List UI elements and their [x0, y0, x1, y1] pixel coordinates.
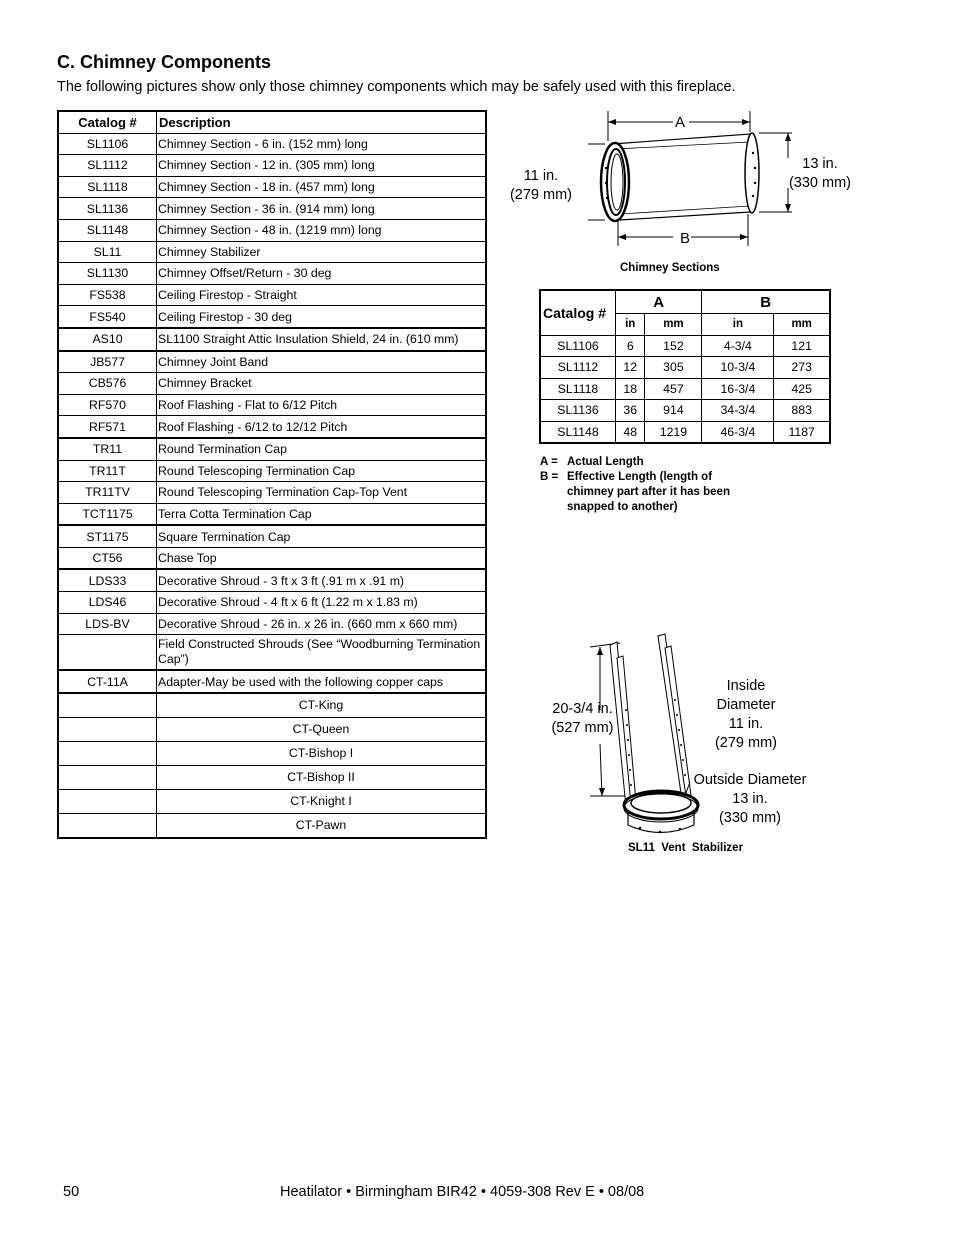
- catalog-cell: [58, 813, 157, 838]
- catalog-cell: [58, 635, 157, 671]
- dim-value-cell: 6: [616, 335, 645, 357]
- right-diameter-mm: (330 mm): [788, 175, 852, 191]
- table-row: [58, 460, 486, 482]
- left-diameter-mm: (279 mm): [509, 187, 573, 203]
- catalog-cell: CT56: [58, 547, 157, 569]
- catalog-cell: TR11: [58, 438, 157, 460]
- copper-cap-cell: CT-Knight I: [157, 789, 487, 813]
- dim-header-b: B: [702, 290, 830, 314]
- dim-value-cell: 12: [616, 357, 645, 379]
- table-row: [58, 635, 486, 671]
- table-row: [58, 133, 486, 155]
- dim-value-cell: 4-3/4: [702, 335, 774, 357]
- table-row: [58, 306, 486, 328]
- catalog-table-header: [58, 111, 486, 133]
- copper-cap-cell: CT-Bishop I: [157, 741, 487, 765]
- catalog-cell: [58, 789, 157, 813]
- table-row: [58, 503, 486, 525]
- dim-value-cell: 273: [774, 357, 830, 379]
- description-cell: Chimney Bracket: [157, 373, 487, 395]
- table-row: [58, 263, 486, 285]
- catalog-cell: [58, 765, 157, 789]
- chimney-sections-caption: Chimney Sections: [620, 262, 720, 274]
- catalog-cell: [58, 717, 157, 741]
- description-cell: Decorative Shroud - 26 in. x 26 in. (660 mm x 660 mm): [157, 613, 487, 635]
- table-row: [540, 335, 830, 357]
- dim-value-cell: 16-3/4: [702, 378, 774, 400]
- table-row: [58, 547, 486, 569]
- table-row: [540, 357, 830, 379]
- copper-cap-cell: CT-Pawn: [157, 813, 487, 838]
- description-cell: Chase Top: [157, 547, 487, 569]
- dim-value-cell: 121: [774, 335, 830, 357]
- dim-catalog-cell: SL1112: [540, 357, 616, 379]
- description-cell: SL1100 Straight Attic Insulation Shield, 24 in. (610 mm): [157, 328, 487, 351]
- catalog-cell: [58, 741, 157, 765]
- dimension-table-body: [540, 335, 830, 443]
- outside-diameter-mm: (330 mm): [718, 810, 782, 826]
- section-title: C. Chimney Components: [57, 52, 272, 72]
- catalog-table-body: [58, 133, 486, 838]
- legend-text-b: Effective Length (length of chimney part after it has been snapped to another): [567, 471, 730, 513]
- table-row: [58, 373, 486, 395]
- header-catalog: Catalog #: [58, 111, 157, 133]
- table-row: [58, 569, 486, 591]
- height-mm: (527 mm): [551, 720, 614, 736]
- copper-cap-row: [58, 789, 486, 813]
- description-cell: Roof Flashing - 6/12 to 12/12 Pitch: [157, 416, 487, 438]
- table-row: [540, 378, 830, 400]
- table-row: [58, 416, 486, 438]
- right-diameter-label: [784, 155, 856, 193]
- catalog-cell: TR11TV: [58, 482, 157, 504]
- table-row: [58, 155, 486, 177]
- catalog-cell: CB576: [58, 373, 157, 395]
- footer-text: Heatilator • Birmingham BIR42 • 4059-308 Rev E • 08/08: [280, 1184, 645, 1200]
- table-row: [58, 328, 486, 351]
- inside-diameter-line1: Inside: [726, 678, 766, 694]
- legend-key-a: A =: [540, 456, 558, 468]
- left-diameter-label: [505, 167, 577, 205]
- description-cell: Chimney Joint Band: [157, 351, 487, 373]
- description-cell: Terra Cotta Termination Cap: [157, 503, 487, 525]
- dimension-table: [539, 289, 831, 444]
- catalog-cell: SL11: [58, 241, 157, 263]
- dim-value-cell: 152: [645, 335, 702, 357]
- description-cell: Decorative Shroud - 3 ft x 3 ft (.91 m x .91 m): [157, 569, 487, 591]
- outside-diameter-line1: Outside Diameter: [693, 772, 807, 788]
- catalog-cell: FS538: [58, 284, 157, 306]
- description-cell: Square Termination Cap: [157, 525, 487, 547]
- table-row: [540, 421, 830, 443]
- outside-diameter-in: 13 in.: [732, 791, 768, 807]
- legend-key-b: B =: [540, 471, 559, 483]
- header-description: Description: [157, 111, 487, 133]
- intro-text: The following pictures show only those chimney components which may be safely used with this fireplace.: [57, 79, 736, 95]
- table-row: [58, 613, 486, 635]
- description-cell: Decorative Shroud - 4 ft x 6 ft (1.22 m x 1.83 m): [157, 592, 487, 614]
- dim-value-cell: 18: [616, 378, 645, 400]
- catalog-cell: LDS33: [58, 569, 157, 591]
- table-row: [58, 241, 486, 263]
- dim-header-catalog: Catalog #: [540, 290, 616, 335]
- dim-unit-a-mm: mm: [645, 314, 702, 336]
- inside-diameter-mm: (279 mm): [714, 735, 778, 751]
- dim-unit-a-in: in: [616, 314, 645, 336]
- description-cell: Round Termination Cap: [157, 438, 487, 460]
- inside-diameter-in: 11 in.: [728, 716, 764, 732]
- catalog-cell: JB577: [58, 351, 157, 373]
- catalog-cell: AS10: [58, 328, 157, 351]
- inside-diameter-line2: Diameter: [716, 697, 776, 713]
- catalog-cell: ST1175: [58, 525, 157, 547]
- copper-cap-cell: CT-Bishop II: [157, 765, 487, 789]
- description-cell: Round Telescoping Termination Cap: [157, 460, 487, 482]
- description-cell: Chimney Section - 48 in. (1219 mm) long: [157, 219, 487, 241]
- catalog-cell: SL1118: [58, 176, 157, 198]
- catalog-cell: SL1130: [58, 263, 157, 285]
- catalog-cell: RF571: [58, 416, 157, 438]
- legend-text-a: Actual Length: [567, 456, 644, 468]
- table-row: [58, 284, 486, 306]
- description-cell: Roof Flashing - Flat to 6/12 Pitch: [157, 394, 487, 416]
- dim-catalog-cell: SL1148: [540, 421, 616, 443]
- catalog-cell: TR11T: [58, 460, 157, 482]
- copper-cap-cell: CT-Queen: [157, 717, 487, 741]
- table-row: [58, 198, 486, 220]
- dim-value-cell: 914: [645, 400, 702, 422]
- table-row: [58, 525, 486, 547]
- dim-value-cell: 1187: [774, 421, 830, 443]
- catalog-cell: RF570: [58, 394, 157, 416]
- dim-value-cell: 48: [616, 421, 645, 443]
- table-row: [58, 482, 486, 504]
- catalog-cell: SL1112: [58, 155, 157, 177]
- catalog-table: [57, 110, 487, 839]
- table-row: [58, 219, 486, 241]
- description-cell: Ceiling Firestop - Straight: [157, 284, 487, 306]
- outside-diameter-label: [687, 771, 813, 828]
- dim-value-cell: 1219: [645, 421, 702, 443]
- dim-unit-b-mm: mm: [774, 314, 830, 336]
- catalog-cell: TCT1175: [58, 503, 157, 525]
- catalog-cell: LDS-BV: [58, 613, 157, 635]
- dim-catalog-cell: SL1106: [540, 335, 616, 357]
- description-cell: Chimney Section - 36 in. (914 mm) long: [157, 198, 487, 220]
- description-cell: Chimney Section - 6 in. (152 mm) long: [157, 133, 487, 155]
- dim-catalog-cell: SL1136: [540, 400, 616, 422]
- dim-value-cell: 10-3/4: [702, 357, 774, 379]
- label-b: B: [680, 230, 691, 247]
- description-cell: Round Telescoping Termination Cap-Top Vent: [157, 482, 487, 504]
- dim-value-cell: 36: [616, 400, 645, 422]
- copper-cap-row: [58, 693, 486, 718]
- description-cell: Ceiling Firestop - 30 deg: [157, 306, 487, 328]
- copper-cap-row: [58, 813, 486, 838]
- description-cell: Adapter-May be used with the following copper caps: [157, 670, 487, 693]
- catalog-cell: FS540: [58, 306, 157, 328]
- dim-value-cell: 305: [645, 357, 702, 379]
- table-row: [58, 592, 486, 614]
- catalog-cell: SL1148: [58, 219, 157, 241]
- table-row: [540, 400, 830, 422]
- catalog-cell: LDS46: [58, 592, 157, 614]
- dim-unit-b-in: in: [702, 314, 774, 336]
- height-in: 20-3/4 in.: [552, 701, 613, 717]
- legend-row-a: [540, 455, 737, 470]
- dim-value-cell: 46-3/4: [702, 421, 774, 443]
- table-row: [58, 438, 486, 460]
- catalog-cell: SL1136: [58, 198, 157, 220]
- dim-catalog-cell: SL1118: [540, 378, 616, 400]
- description-cell: Field Constructed Shrouds (See “Woodburning Termination Cap”): [157, 635, 487, 671]
- copper-cap-cell: CT-King: [157, 693, 487, 718]
- dim-value-cell: 457: [645, 378, 702, 400]
- left-diameter-in: 11 in.: [523, 168, 559, 184]
- label-a: A: [675, 114, 686, 131]
- table-row: [58, 394, 486, 416]
- page-number: 50: [63, 1184, 80, 1200]
- right-diameter-in: 13 in.: [802, 156, 838, 172]
- legend: [540, 455, 737, 515]
- description-cell: Chimney Section - 18 in. (457 mm) long: [157, 176, 487, 198]
- table-row: [58, 670, 486, 693]
- legend-row-b: [540, 470, 737, 515]
- catalog-cell: CT-11A: [58, 670, 157, 693]
- dim-value-cell: 425: [774, 378, 830, 400]
- table-row: [58, 351, 486, 373]
- copper-cap-row: [58, 741, 486, 765]
- catalog-cell: [58, 693, 157, 718]
- dim-value-cell: 883: [774, 400, 830, 422]
- description-cell: Chimney Stabilizer: [157, 241, 487, 263]
- table-row: [58, 176, 486, 198]
- dim-header-a: A: [616, 290, 702, 314]
- description-cell: Chimney Offset/Return - 30 deg: [157, 263, 487, 285]
- inside-diameter-label: [706, 677, 786, 753]
- catalog-cell: SL1106: [58, 133, 157, 155]
- vent-stabilizer-caption: SL11 Vent Stabilizer: [628, 842, 744, 854]
- height-label: [545, 700, 620, 738]
- copper-cap-row: [58, 765, 486, 789]
- copper-cap-row: [58, 717, 486, 741]
- dim-value-cell: 34-3/4: [702, 400, 774, 422]
- description-cell: Chimney Section - 12 in. (305 mm) long: [157, 155, 487, 177]
